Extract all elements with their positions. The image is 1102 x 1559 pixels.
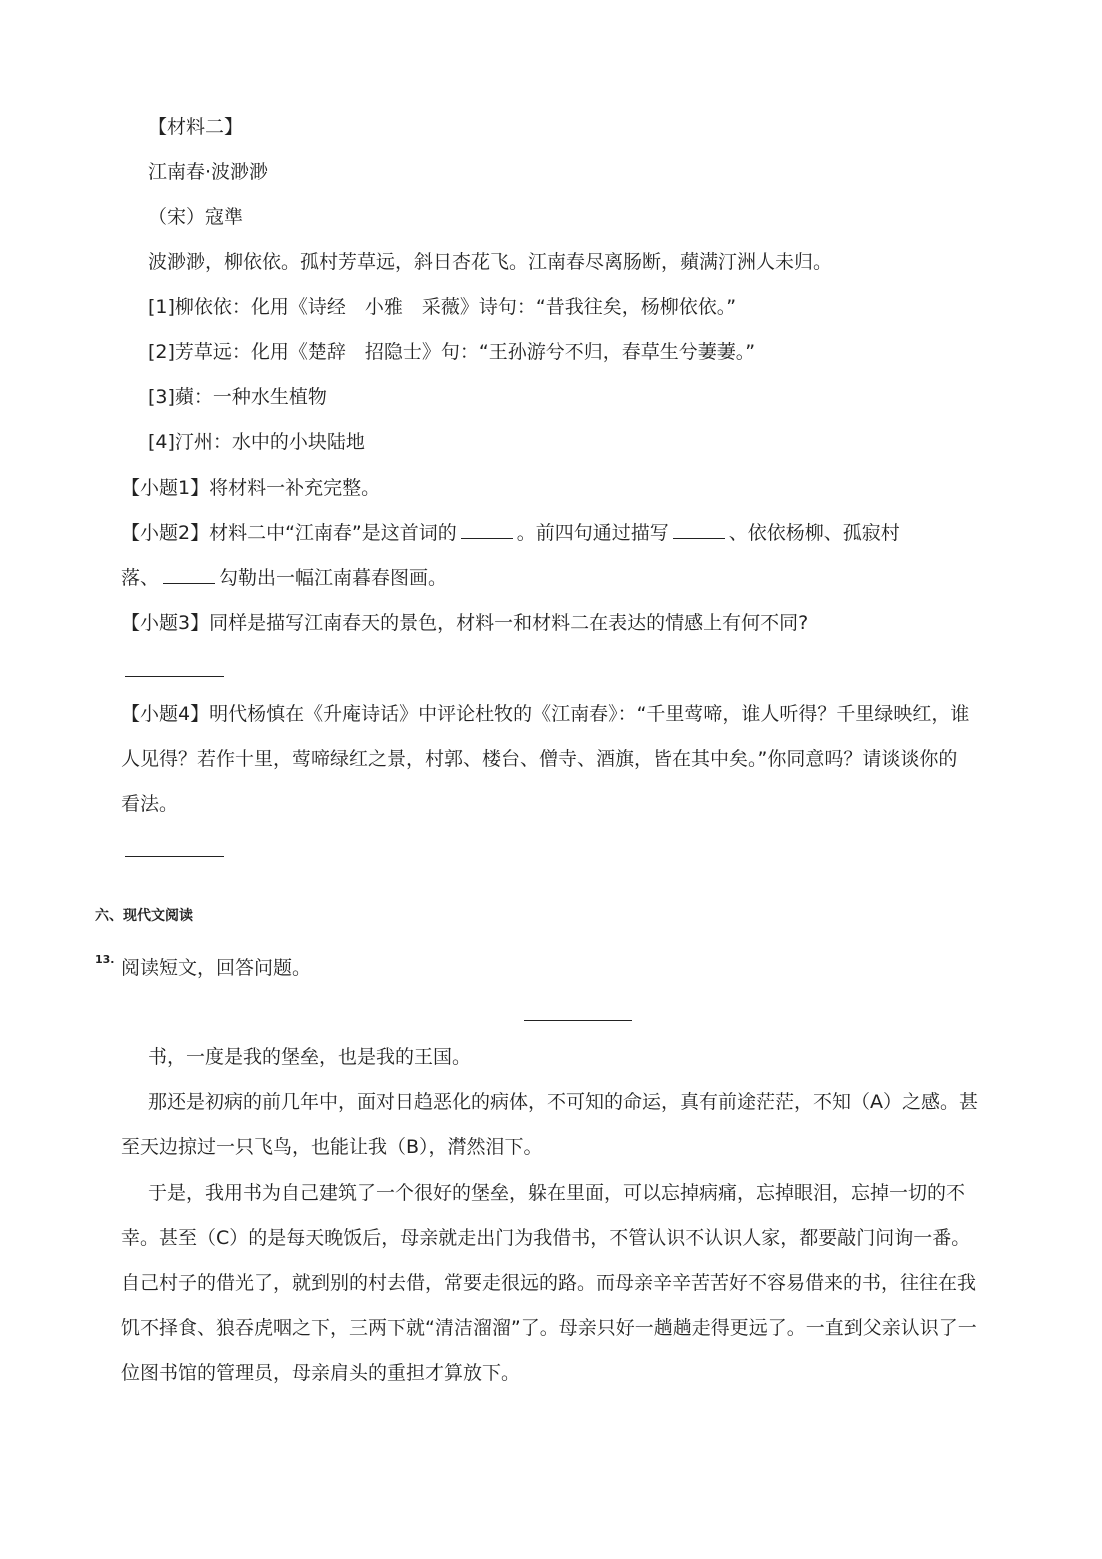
question-2-line-1	[121, 520, 900, 546]
question-3: 【小题3】同样是描写江南春天的景色，材料一和材料二在表达的情感上有何不同?	[121, 612, 809, 634]
poem-note: [1]柳依依：化用《诗经 小雅 采薇》诗句：“昔我往矣，杨柳依依。”	[148, 296, 737, 318]
passage-line: 饥不择食、狼吞虎咽之下，三两下就“清洁溜溜”了。母亲只好一趟趟走得更远了。一直到父亲认识了一	[121, 1317, 977, 1339]
poem-text: 波渺渺，柳依依。孤村芳草远，斜日杏花飞。江南春尽离肠断，蘋满汀洲人未归。	[148, 251, 833, 273]
material2-heading: 【材料二】	[148, 116, 244, 138]
poem-note: [4]汀州：水中的小块陆地	[148, 431, 365, 453]
passage-line: 幸。甚至（C）的是每天晚饭后，母亲就走出门为我借书，不管认识不认识人家，都要敲门问询一番。	[121, 1227, 971, 1249]
question-prompt: 阅读短文，回答问题。	[121, 957, 312, 979]
question-2-text: 落、	[121, 567, 160, 589]
question-4-line-1: 【小题4】明代杨慎在《升庵诗话》中评论杜牧的《江南春》：“千里莺啼，谁人听得？千里绿映红，谁	[121, 703, 970, 725]
answer-line[interactable]	[125, 676, 224, 677]
passage-line: 书，一度是我的堡垒，也是我的王国。	[148, 1046, 472, 1068]
passage-title-blank[interactable]	[524, 1020, 632, 1021]
answer-line[interactable]	[125, 856, 224, 857]
question-4-line-2: 人见得？若作十里，莺啼绿红之景，村郭、楼台、僧寺、酒旗，皆在其中矣。”你同意吗？请谈谈你的	[121, 748, 958, 770]
poem-author: （宋）寇準	[148, 206, 244, 228]
question-1: 【小题1】将材料一补充完整。	[121, 477, 381, 499]
question-4-line-3: 看法。	[121, 793, 179, 815]
question-2-line-2	[121, 565, 447, 591]
passage-line: 自己村子的借光了，就到别的村去借，常要走很远的路。而母亲辛辛苦苦好不容易借来的书，往往在我	[121, 1272, 977, 1294]
section-heading: 六、现代文阅读	[95, 908, 193, 924]
question-2-text: 勾勒出一幅江南暮春图画。	[219, 567, 448, 589]
poem-note: [2]芳草远：化用《楚辞 招隐士》句：“王孙游兮不归，春草生兮萋萋。”	[148, 341, 756, 363]
passage-line: 至天边掠过一只飞鸟，也能让我（B），潸然泪下。	[121, 1136, 543, 1158]
answer-blank[interactable]	[163, 565, 215, 584]
question-2-text: 。前四句通过描写	[516, 522, 669, 544]
passage-line: 于是，我用书为自己建筑了一个很好的堡垒，躲在里面，可以忘掉病痛，忘掉眼泪，忘掉一切的不	[148, 1182, 966, 1204]
question-number: 13.	[95, 953, 115, 966]
passage-line: 那还是初病的前几年中，面对日趋恶化的病体，不可知的命运，真有前途茫茫，不知（A）之感。甚	[148, 1091, 979, 1113]
question-2-text: 、依依杨柳、孤寂村	[728, 522, 900, 544]
question-2-text: 【小题2】材料二中“江南春”是这首词的	[121, 522, 457, 544]
passage-line: 位图书馆的管理员，母亲肩头的重担才算放下。	[121, 1362, 521, 1384]
answer-blank[interactable]	[461, 520, 513, 539]
answer-blank[interactable]	[673, 520, 725, 539]
poem-note: [3]蘋：一种水生植物	[148, 386, 327, 408]
poem-title: 江南春·波渺渺	[148, 161, 269, 183]
